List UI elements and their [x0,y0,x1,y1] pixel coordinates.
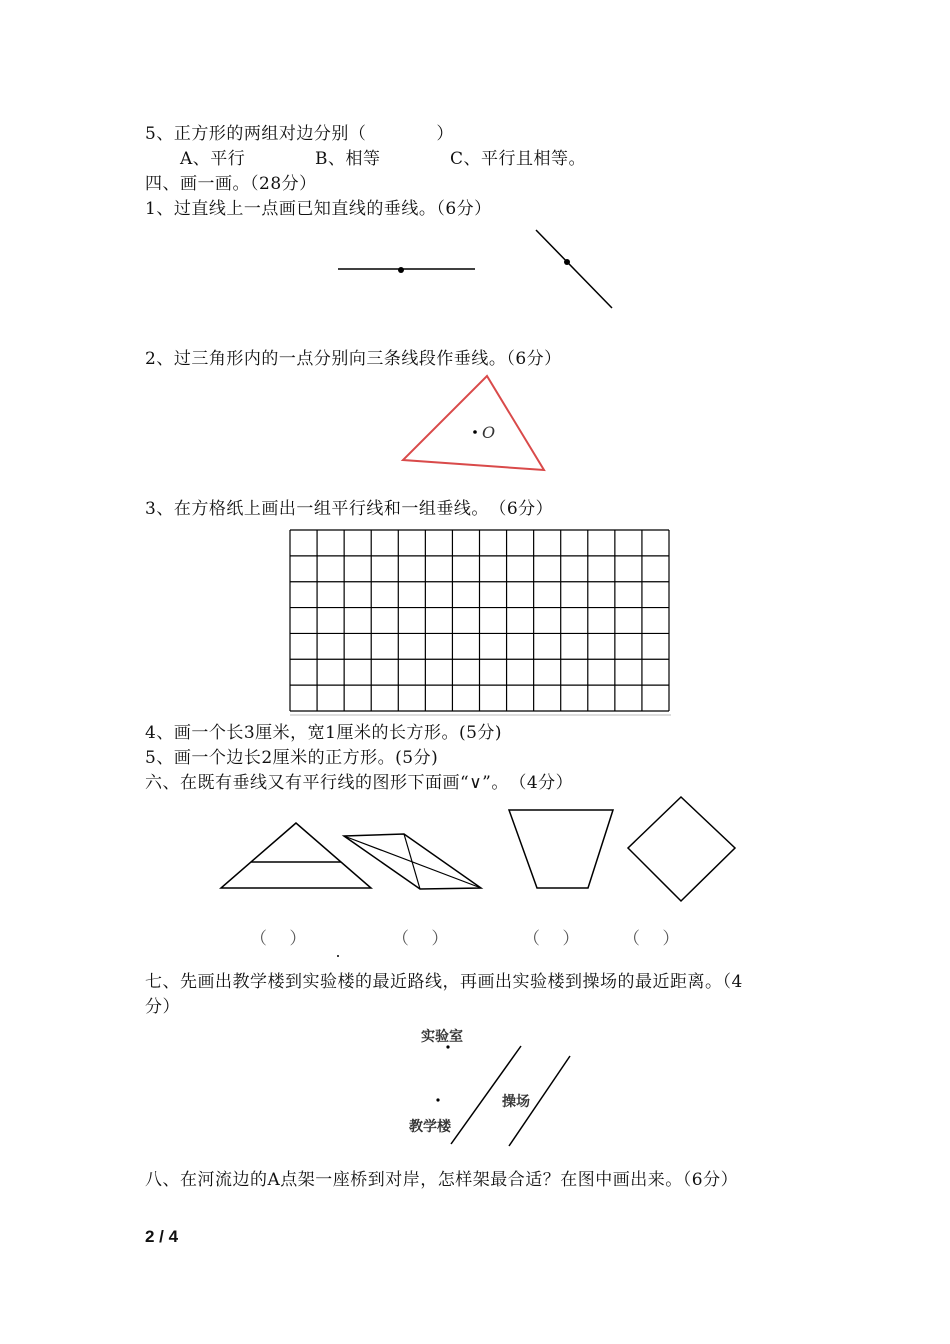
section7-title-line1: 七、先画出教学楼到实验楼的最近路线，再画出实验楼到操场的最近距离。（4 [145,972,743,992]
section8-title: 八、在河流边的A点架一座桥到对岸，怎样架最合适？在图中画出来。（6分） [145,1170,739,1190]
parallelogram-with-diagonals [344,834,481,889]
triangle-figure [403,376,544,470]
grid-paper [290,530,671,715]
page-number: 2 / 4 [145,1227,179,1246]
q5-option-c: C、平行且相等。 [450,149,587,169]
section4-item4: 4、画一个长3厘米，宽1厘米的长方形。(5分) [145,723,503,743]
answer-blank-3[interactable]: （ ） [523,929,580,949]
q5-option-a: A、平行 [180,149,246,169]
q5-option-b: B、相等 [315,149,381,169]
answer-blank-1[interactable]: （ ） [250,929,307,949]
answer-blank-2[interactable]: （ ） [392,929,449,949]
teaching-point [436,1098,439,1101]
triangle-with-parallel-line [221,823,371,888]
section7-title-line2: 分） [145,997,180,1017]
trapezoid-figure [509,810,613,888]
section4-item1: 1、过直线上一点画已知直线的垂线。（6分） [145,199,492,219]
section4-item2: 2、过三角形内的一点分别向三条线段作垂线。（6分） [145,349,562,369]
q5-text: 5、正方形的两组对边分别（ ） [145,124,454,144]
diamond-square-figure [628,797,735,901]
section6-title: 六、在既有垂线又有平行线的图形下面画“∨”。 （4分） [145,773,574,793]
answer-blank-4[interactable]: （ ） [623,929,680,949]
horizontal-line-figure [338,267,475,273]
stray-dot [337,955,339,957]
section4-item5: 5、画一个边长2厘米的正方形。(5分) [145,748,439,768]
point-o-label: O [482,423,496,442]
section4-title: 四、画一画。（28分） [145,174,317,194]
section4-item3: 3、在方格纸上画出一组平行线和一组垂线。 （6分） [145,499,554,519]
diagonal-line-figure [536,230,612,308]
teaching-building-label: 教学楼 [409,1119,451,1135]
playground-label: 操场 [502,1094,530,1110]
lab-label: 实验室 [421,1029,463,1045]
